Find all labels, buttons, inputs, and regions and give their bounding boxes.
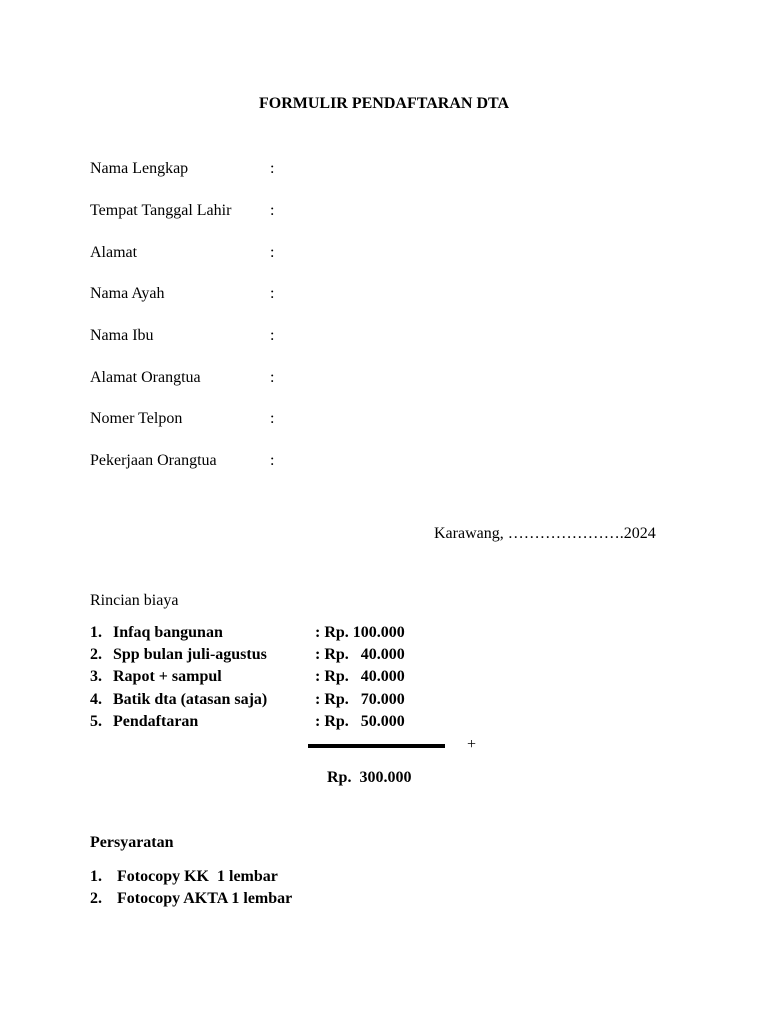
cost-number: 2. (90, 646, 102, 663)
field-pekerjaan-orangtua (90, 451, 490, 471)
field-label: Nama Ayah (90, 285, 165, 302)
field-label: Alamat Orangtua (90, 369, 201, 386)
requirements-heading: Persyaratan (90, 834, 174, 851)
field-label: Tempat Tanggal Lahir (90, 202, 232, 219)
field-colon: : (270, 285, 275, 302)
cost-amount: : Rp. 100.000 (315, 624, 405, 641)
field-nomer-telpon (90, 409, 490, 429)
field-colon: : (270, 160, 275, 177)
cost-label: Rapot + sampul (113, 668, 222, 685)
cost-row (90, 711, 450, 733)
cost-number: 3. (90, 668, 102, 685)
requirement-number: 2. (90, 890, 102, 907)
field-alamat (90, 243, 490, 263)
field-label: Nama Lengkap (90, 160, 189, 177)
page-title: FORMULIR PENDAFTARAN DTA (258, 95, 510, 112)
field-colon: : (270, 410, 275, 427)
field-tempat-tanggal-lahir (90, 201, 490, 221)
field-colon: : (270, 244, 275, 261)
field-colon: : (270, 202, 275, 219)
field-label: Nama Ibu (90, 327, 154, 344)
cost-amount: : Rp. 40.000 (315, 646, 405, 663)
cost-label: Infaq bangunan (113, 624, 223, 641)
requirement-label: Fotocopy AKTA 1 lembar (117, 890, 293, 907)
field-nama-lengkap (90, 159, 490, 179)
cost-amount: : Rp. 50.000 (315, 713, 405, 730)
requirement-item (90, 888, 450, 910)
costs-heading: Rincian biaya (90, 592, 179, 609)
requirement-label: Fotocopy KK 1 lembar (117, 868, 278, 885)
field-label: Nomer Telpon (90, 410, 183, 427)
cost-number: 5. (90, 713, 102, 730)
cost-number: 1. (90, 624, 102, 641)
cost-amount: : Rp. 40.000 (315, 668, 405, 685)
cost-label: Pendaftaran (113, 713, 199, 730)
field-colon: : (270, 369, 275, 386)
cost-amount: : Rp. 70.000 (315, 691, 405, 708)
field-nama-ibu (90, 326, 490, 346)
cost-row (90, 689, 450, 711)
plus-sign: + (467, 736, 477, 753)
field-label: Pekerjaan Orangtua (90, 452, 217, 469)
field-alamat-orangtua (90, 368, 490, 388)
total-amount: Rp. 300.000 (327, 769, 412, 786)
field-label: Alamat (90, 244, 138, 261)
cost-row (90, 644, 450, 666)
sum-divider-line (308, 744, 445, 748)
cost-number: 4. (90, 691, 102, 708)
requirement-item (90, 866, 450, 888)
date-line: Karawang, ………………….2024 (434, 525, 656, 542)
requirement-number: 1. (90, 868, 102, 885)
cost-label: Spp bulan juli-agustus (113, 646, 267, 663)
cost-row (90, 666, 450, 688)
field-colon: : (270, 452, 275, 469)
cost-label: Batik dta (atasan saja) (113, 691, 268, 708)
field-colon: : (270, 327, 275, 344)
field-nama-ayah (90, 284, 490, 304)
cost-row (90, 622, 450, 644)
